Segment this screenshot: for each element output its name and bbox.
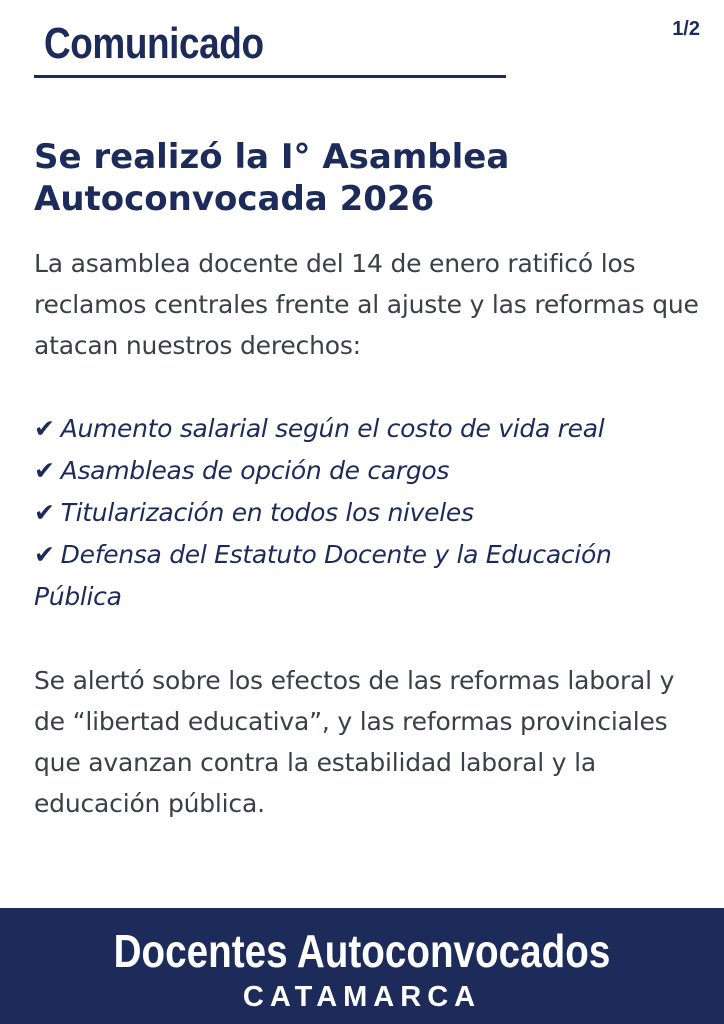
footer-organization-name: Docentes Autoconvocados: [113, 925, 611, 977]
demand-text: Titularización en todos los niveles: [60, 498, 474, 527]
demand-text: Defensa del Estatuto Docente y la Educación Pública: [34, 540, 612, 611]
demand-item: [34, 450, 704, 492]
demand-item: [34, 408, 704, 450]
page-indicator: 1/2: [672, 18, 700, 40]
demand-text: Asambleas de opción de cargos: [60, 456, 450, 485]
title-underline-divider: [34, 75, 506, 78]
check-icon: ✔: [34, 498, 55, 527]
closing-paragraph: Se alertó sobre los efectos de las reformas laboral y de “libertad educativa”, y las reformas provinciales que avanzan contra la estabilidad laboral y la educación pública.: [34, 666, 675, 818]
footer-banner: [0, 908, 724, 1024]
article-headline: Se realizó la I° Asamblea Autoconvocada 2026: [34, 137, 510, 219]
check-icon: ✔: [34, 456, 55, 485]
demand-text: Aumento salarial según el costo de vida real: [60, 414, 605, 443]
demand-item: [34, 492, 704, 534]
check-icon: ✔: [34, 540, 55, 569]
page-title: Comunicado: [44, 19, 264, 68]
demands-list: [34, 408, 704, 618]
intro-paragraph: La asamblea docente del 14 de enero ratificó los reclamos centrales frente al ajuste y las reformas que atacan nuestros derechos:: [34, 249, 699, 360]
demand-item: [34, 534, 704, 618]
check-icon: ✔: [34, 414, 55, 443]
footer-province-name: CATAMARCA: [242, 981, 482, 1013]
